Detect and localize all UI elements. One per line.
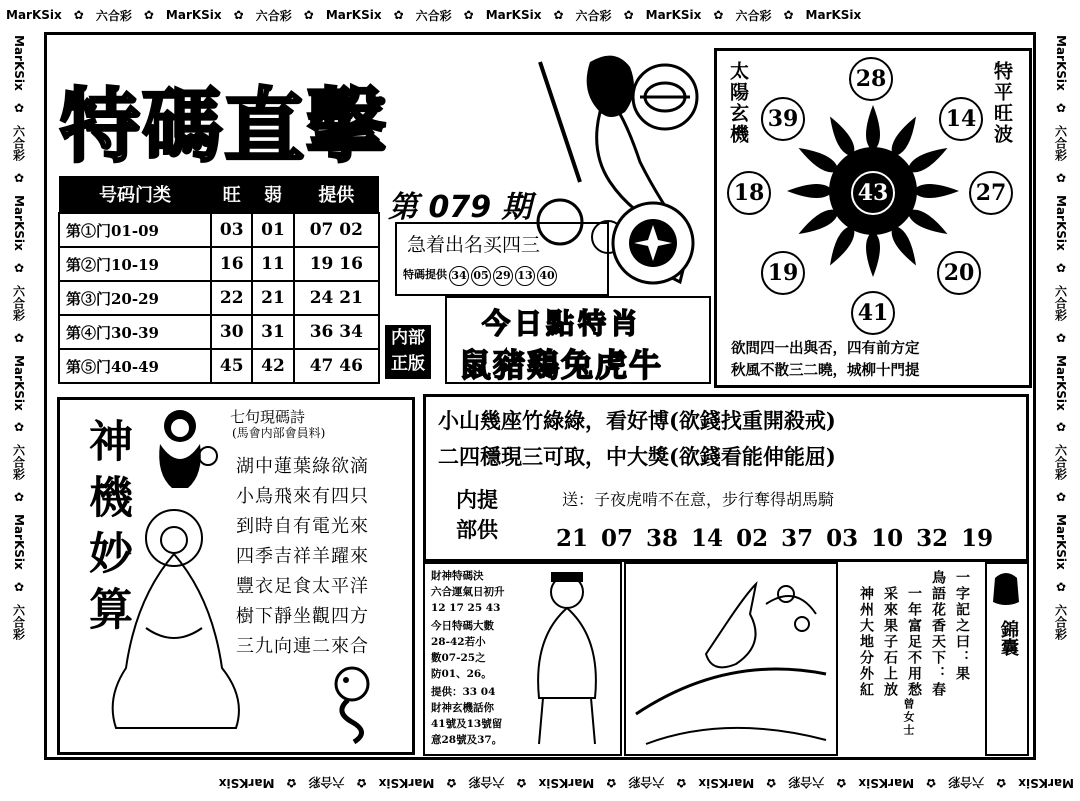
jinnang-text: 錦囊 bbox=[998, 620, 1019, 656]
verse-label bbox=[456, 485, 498, 545]
verse-note: 送：子夜虎啃不在意，步行奪得胡馬騎 bbox=[562, 490, 835, 509]
cell-tigong: 07 02 bbox=[294, 213, 379, 247]
flower-icon: ✿ bbox=[836, 776, 847, 790]
caishen-line: 六合運氣日初升 bbox=[431, 586, 505, 598]
sun-number: 39 bbox=[761, 97, 805, 141]
header-wang: 旺 bbox=[211, 176, 252, 213]
cell-wang: 16 bbox=[211, 247, 252, 281]
caishen-illustration bbox=[519, 568, 615, 748]
flower-icon: ✿ bbox=[356, 776, 367, 790]
page-title: 特碼直擊 bbox=[60, 80, 388, 173]
poem-line: 四季吉祥羊躍來 bbox=[236, 546, 369, 567]
cell-wang: 03 bbox=[211, 213, 252, 247]
poem-heading: 七句現碼詩 bbox=[230, 408, 306, 426]
tema-ball: 29 bbox=[493, 266, 513, 286]
poem-subheading: (馬會内部會員料) bbox=[232, 426, 326, 440]
brand-text: 六合彩 bbox=[1053, 444, 1068, 481]
tema-ball: 13 bbox=[515, 266, 535, 286]
flower-icon: ✿ bbox=[1054, 100, 1068, 115]
tema-ball: 34 bbox=[449, 266, 469, 286]
cell-tigong: 36 34 bbox=[294, 315, 379, 349]
brand-text: MarKSix bbox=[1054, 194, 1068, 251]
monkey-illustration bbox=[140, 404, 220, 494]
caishen-line: 意28號及37。 bbox=[431, 734, 503, 746]
table-row bbox=[59, 281, 379, 315]
cell-tigong: 19 16 bbox=[294, 247, 379, 281]
flower-icon: ✿ bbox=[12, 420, 26, 435]
right-poem-col: 神州大地分外紅 bbox=[858, 586, 874, 698]
brand-text: MarKSix bbox=[165, 8, 222, 22]
flower-icon: ✿ bbox=[1054, 490, 1068, 505]
verse-box bbox=[423, 394, 1029, 562]
brand-text: MarKSix bbox=[12, 354, 26, 411]
bird-box bbox=[624, 562, 838, 756]
flower-icon: ✿ bbox=[623, 8, 634, 22]
flower-icon: ✿ bbox=[12, 170, 26, 185]
caishen-line: 12 17 25 43 bbox=[431, 602, 501, 614]
caishen-line: 今日特碼大數 bbox=[431, 620, 494, 632]
flower-icon: ✿ bbox=[1054, 420, 1068, 435]
brand-text: 六合彩 bbox=[415, 8, 452, 23]
brand-text: 六合彩 bbox=[11, 444, 26, 481]
caishen-box bbox=[423, 562, 622, 756]
cell-ruo: 21 bbox=[252, 281, 293, 315]
flower-icon: ✿ bbox=[783, 8, 794, 22]
flower-icon: ✿ bbox=[1054, 580, 1068, 595]
flower-icon: ✿ bbox=[553, 8, 564, 22]
brand-text: MarKSix bbox=[858, 776, 915, 790]
sun-box bbox=[714, 48, 1032, 388]
bird-illustration bbox=[626, 564, 832, 750]
brand-text: MarKSix bbox=[12, 514, 26, 571]
verse-number: 21 bbox=[556, 525, 589, 552]
brand-text: 六合彩 bbox=[255, 8, 292, 23]
brand-text: 六合彩 bbox=[11, 284, 26, 321]
flower-icon: ✿ bbox=[393, 8, 404, 22]
poem-line: 樹下靜坐觀四方 bbox=[236, 606, 369, 627]
right-poem-author: 曾女士 bbox=[902, 698, 915, 737]
frame-right-strip bbox=[1050, 30, 1072, 772]
sun-poem-line: 欲問四一出與否，四有前方定 bbox=[731, 340, 920, 357]
verse-number: 03 bbox=[826, 525, 859, 552]
snake-illustration bbox=[324, 662, 384, 746]
verse-number: 02 bbox=[736, 525, 769, 552]
sun-number: 14 bbox=[939, 97, 983, 141]
verse-label-line: 内提 bbox=[456, 487, 498, 512]
sun-left-label: 太陽玄機 bbox=[727, 61, 749, 145]
verse-numbers bbox=[556, 525, 993, 552]
sun-poem-line: 秋風不散三二曉，城柳十門提 bbox=[731, 362, 920, 379]
flower-icon: ✿ bbox=[12, 260, 26, 275]
issue-number bbox=[388, 182, 532, 226]
cell-wang: 45 bbox=[211, 349, 252, 383]
brand-text: MarKSix bbox=[805, 8, 862, 22]
sun-number: 28 bbox=[849, 57, 893, 101]
sun-number: 27 bbox=[969, 171, 1013, 215]
issue-value: 079 bbox=[428, 190, 492, 225]
brand-text: 六合彩 bbox=[1053, 604, 1068, 641]
verse-label-line: 部供 bbox=[456, 517, 498, 542]
caishen-line: 數07-25之 bbox=[431, 652, 486, 664]
caishen-line: 41號及13號留 bbox=[431, 718, 503, 730]
brand-text: 六合彩 bbox=[1053, 124, 1068, 161]
row-label: 第①门01-09 bbox=[59, 213, 211, 247]
right-poem-col: 采來果子石上放 bbox=[882, 586, 898, 698]
flower-icon: ✿ bbox=[713, 8, 724, 22]
jinnang-box bbox=[985, 562, 1029, 756]
flower-icon: ✿ bbox=[606, 776, 617, 790]
flower-icon: ✿ bbox=[516, 776, 527, 790]
verse-number: 10 bbox=[871, 525, 904, 552]
brand-text: 六合彩 bbox=[468, 775, 505, 790]
brand-text: 六合彩 bbox=[948, 775, 985, 790]
flower-icon: ✿ bbox=[463, 8, 474, 22]
caishen-line: 財神特碼決 bbox=[431, 570, 484, 582]
flower-icon: ✿ bbox=[12, 330, 26, 345]
verse-number: 14 bbox=[691, 525, 724, 552]
poem-line: 湖中蓮葉綠欲滴 bbox=[236, 456, 369, 477]
table-row bbox=[59, 213, 379, 247]
verse-number: 38 bbox=[646, 525, 679, 552]
header-category: 号码门类 bbox=[59, 176, 211, 213]
brand-text: 六合彩 bbox=[628, 775, 665, 790]
sun-number: 20 bbox=[937, 251, 981, 295]
zodiac-title: 今日點特肖 bbox=[482, 307, 643, 340]
table-row bbox=[59, 247, 379, 281]
frame-top-strip bbox=[0, 4, 1080, 26]
right-poem-col: 鳥語花香天下：春 bbox=[930, 570, 946, 698]
slogan-text: 急着出名买四三 bbox=[407, 234, 541, 256]
cell-ruo: 01 bbox=[252, 213, 293, 247]
sun-right-label: 特平旺波 bbox=[991, 61, 1013, 145]
flower-icon: ✿ bbox=[233, 8, 244, 22]
flower-icon: ✿ bbox=[676, 776, 687, 790]
header-ruo: 弱 bbox=[252, 176, 293, 213]
flower-icon: ✿ bbox=[12, 100, 26, 115]
brand-text: 六合彩 bbox=[575, 8, 612, 23]
verse-number: 19 bbox=[961, 525, 994, 552]
cell-tigong: 24 21 bbox=[294, 281, 379, 315]
pouch-icon bbox=[989, 568, 1023, 608]
flower-icon: ✿ bbox=[926, 776, 937, 790]
right-poem-col: 一字記之曰：果 bbox=[954, 570, 970, 682]
table-row bbox=[59, 315, 379, 349]
issue-suffix: 期 bbox=[501, 190, 532, 225]
table-row bbox=[59, 349, 379, 383]
cell-ruo: 31 bbox=[252, 315, 293, 349]
brand-text: 六合彩 bbox=[11, 124, 26, 161]
brand-text: MarKSix bbox=[6, 8, 62, 22]
sun-number: 41 bbox=[851, 291, 895, 335]
sun-number: 18 bbox=[727, 171, 771, 215]
flower-icon: ✿ bbox=[286, 776, 297, 790]
cell-ruo: 11 bbox=[252, 247, 293, 281]
table-header-row bbox=[59, 176, 379, 213]
caishen-line: 28-42若小 bbox=[431, 636, 486, 648]
flower-icon: ✿ bbox=[1054, 170, 1068, 185]
flower-icon: ✿ bbox=[766, 776, 777, 790]
brand-logo bbox=[630, 62, 700, 132]
brand-text: 六合彩 bbox=[95, 8, 132, 23]
brand-text: MarKSix bbox=[218, 776, 275, 790]
verse-number: 32 bbox=[916, 525, 949, 552]
code-table bbox=[58, 176, 380, 384]
cell-ruo: 42 bbox=[252, 349, 293, 383]
brand-text: MarKSix bbox=[485, 8, 542, 22]
flower-icon: ✿ bbox=[303, 8, 314, 22]
flower-icon: ✿ bbox=[12, 580, 26, 595]
badge-line: 内部 bbox=[391, 328, 425, 348]
tema-ball: 05 bbox=[471, 266, 491, 286]
row-label: 第②门10-19 bbox=[59, 247, 211, 281]
brand-text: MarKSix bbox=[538, 776, 595, 790]
flower-icon: ✿ bbox=[12, 490, 26, 505]
flower-icon: ✿ bbox=[1054, 260, 1068, 275]
brand-text: MarKSix bbox=[1054, 354, 1068, 411]
flower-icon: ✿ bbox=[1054, 330, 1068, 345]
poem-line: 到時自有電光來 bbox=[236, 516, 369, 537]
row-label: 第④门30-39 bbox=[59, 315, 211, 349]
poem-side-title: 神機妙算 bbox=[81, 418, 132, 642]
sun-number: 19 bbox=[761, 251, 805, 295]
verse-line: 小山幾座竹綠綠，看好博(欲錢找重開殺戒) bbox=[438, 408, 836, 433]
verse-number: 07 bbox=[601, 525, 634, 552]
brand-text: MarKSix bbox=[12, 35, 26, 91]
brand-text: 六合彩 bbox=[788, 775, 825, 790]
verse-number: 37 bbox=[781, 525, 814, 552]
header-tigong: 提供 bbox=[294, 176, 379, 213]
flower-icon: ✿ bbox=[996, 776, 1007, 790]
brand-text: MarKSix bbox=[378, 776, 435, 790]
row-label: 第⑤门40-49 bbox=[59, 349, 211, 383]
flower-icon: ✿ bbox=[73, 8, 84, 22]
inner-badge bbox=[385, 325, 431, 379]
tema-numbers bbox=[403, 266, 557, 286]
zodiac-list: 鼠豬鷄兔虎牛 bbox=[459, 346, 664, 384]
brand-text: 六合彩 bbox=[11, 604, 26, 641]
hongkong-emblem-icon bbox=[610, 200, 696, 286]
brand-text: 六合彩 bbox=[735, 8, 772, 23]
caishen-line: 提供：33 04 bbox=[431, 686, 496, 698]
brand-text: MarKSix bbox=[645, 8, 702, 22]
cell-tigong: 47 46 bbox=[294, 349, 379, 383]
caishen-line: 防01、26。 bbox=[431, 668, 492, 680]
brand-text: MarKSix bbox=[698, 776, 755, 790]
brand-text: MarKSix bbox=[1054, 514, 1068, 571]
sun-center-number: 43 bbox=[851, 171, 895, 215]
row-label: 第③门20-29 bbox=[59, 281, 211, 315]
flower-icon: ✿ bbox=[446, 776, 457, 790]
brand-text: MarKSix bbox=[12, 194, 26, 251]
brand-text: 六合彩 bbox=[1053, 284, 1068, 321]
verse-line: 二四穩現三可取，中大獎(欲錢看能伸能屈) bbox=[438, 444, 836, 469]
caishen-line: 財神玄機話你 bbox=[431, 702, 494, 714]
frame-left-strip bbox=[8, 30, 30, 772]
frame-bottom-strip bbox=[0, 772, 1080, 794]
badge-line: 正版 bbox=[391, 354, 425, 374]
right-poem bbox=[840, 562, 980, 752]
slogan-box bbox=[395, 222, 609, 296]
cell-wang: 30 bbox=[211, 315, 252, 349]
guanyin-illustration bbox=[96, 498, 246, 738]
poem-line: 小鳥飛來有四只 bbox=[236, 486, 369, 507]
issue-prefix: 第 bbox=[388, 190, 418, 225]
brand-text: MarKSix bbox=[325, 8, 382, 22]
poem-box bbox=[57, 397, 415, 755]
cell-wang: 22 bbox=[211, 281, 252, 315]
tema-ball: 40 bbox=[537, 266, 557, 286]
flower-icon: ✿ bbox=[143, 8, 154, 22]
poem-line: 三九向連二來合 bbox=[236, 636, 369, 657]
poem-line: 豐衣足食太平洋 bbox=[236, 576, 369, 597]
brand-text: MarKSix bbox=[1018, 776, 1074, 790]
right-poem-col: 一年富足不用愁 bbox=[906, 586, 922, 698]
tema-label: 特碼提供 bbox=[403, 268, 447, 281]
zodiac-box bbox=[445, 296, 711, 384]
brand-text: MarKSix bbox=[1054, 35, 1068, 91]
brand-text: 六合彩 bbox=[308, 775, 345, 790]
